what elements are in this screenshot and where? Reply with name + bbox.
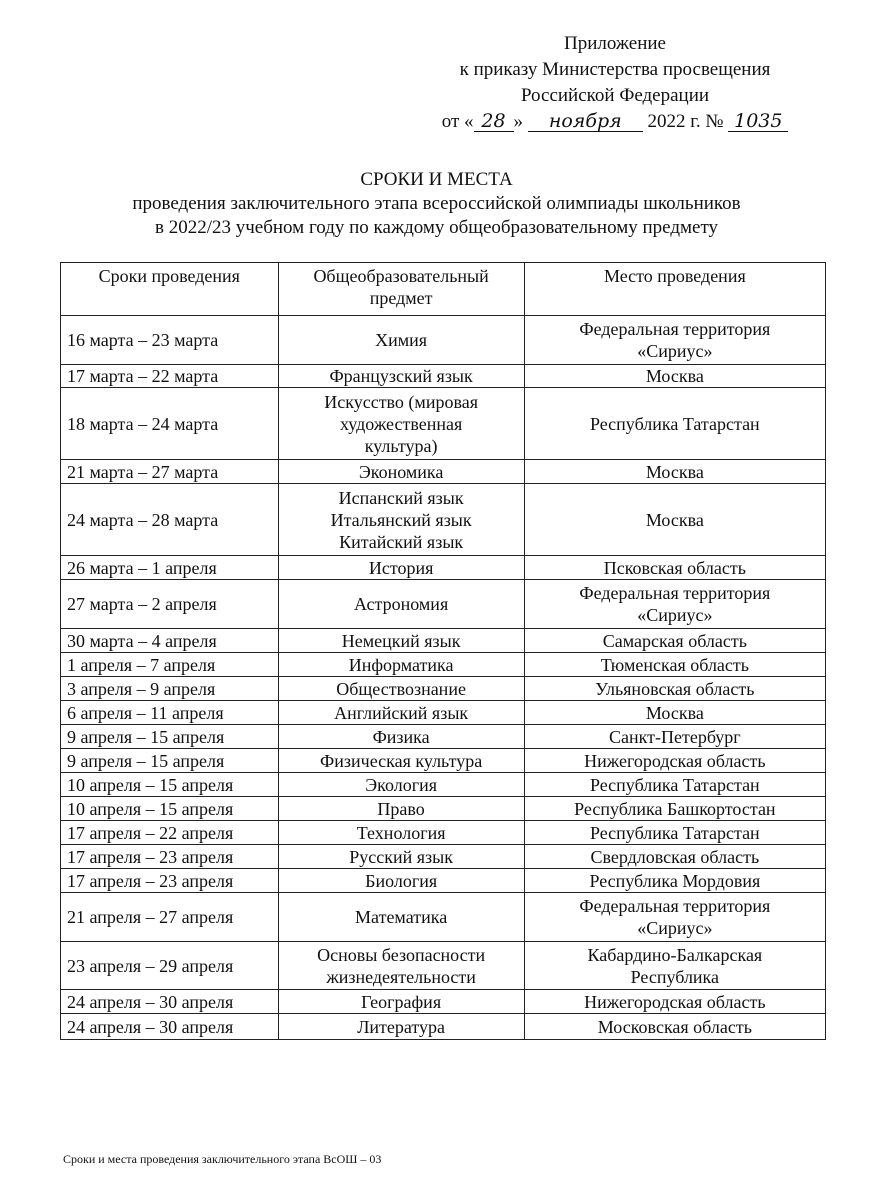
place-line: Федеральная территория — [579, 319, 771, 339]
cell-place — [524, 845, 825, 869]
table-row — [61, 484, 826, 556]
cell-place — [524, 942, 825, 990]
column-header-dates: Сроки проведения — [61, 263, 279, 316]
page-footer: Сроки и места проведения заключительного этапа ВсОШ – 03 — [63, 1152, 382, 1166]
cell-place — [524, 893, 825, 942]
subject-line: Астрономия — [354, 594, 449, 614]
subject-line: История — [368, 557, 434, 578]
subject-line: Китайский язык — [339, 531, 464, 552]
place-line: Федеральная территория — [579, 896, 771, 916]
cell-subject — [278, 484, 524, 556]
cell-subject — [278, 580, 524, 629]
table-header-row — [61, 263, 826, 316]
cell-dates: 16 марта – 23 марта — [61, 316, 279, 365]
table-row — [61, 316, 826, 365]
table-row — [61, 869, 826, 893]
cell-place — [524, 990, 825, 1014]
cell-dates: 23 апреля – 29 апреля — [61, 942, 279, 990]
place-line: Москва — [645, 461, 704, 482]
appendix-header — [380, 31, 850, 135]
table-row — [61, 942, 826, 990]
table-row — [61, 653, 826, 677]
cell-place — [524, 629, 825, 653]
cell-place — [524, 701, 825, 725]
place-line: Москва — [645, 366, 704, 386]
handwritten-day: 28 — [474, 111, 514, 132]
cell-place — [524, 365, 825, 388]
place-line: Нижегородская область — [584, 750, 766, 771]
subject-line: Право — [377, 798, 425, 819]
cell-dates: 17 апреля – 22 апреля — [61, 821, 279, 845]
place-line: «Сириус» — [637, 605, 713, 625]
place-line: Псковская область — [603, 557, 746, 578]
table-row — [61, 893, 826, 942]
table-row — [61, 990, 826, 1014]
handwritten-month: ноября — [528, 111, 643, 132]
cell-subject — [278, 797, 524, 821]
place-line: Москва — [645, 702, 704, 723]
year-text: 2022 г. № — [647, 111, 724, 132]
subject-line: Искусство (мировая — [324, 391, 478, 412]
order-ministry-line: к приказу Министерства просвещения — [459, 59, 771, 80]
order-date-line — [380, 109, 850, 135]
cell-subject — [278, 629, 524, 653]
cell-dates: 17 апреля – 23 апреля — [61, 869, 279, 893]
cell-place — [524, 797, 825, 821]
schedule-table — [60, 262, 826, 1040]
place-line: Тюменская область — [600, 654, 749, 675]
title-line-2: в 2022/23 учебном году по каждому общеобразовательному предмету — [154, 217, 719, 238]
place-line: Московская область — [597, 1016, 752, 1037]
cell-dates: 9 апреля – 15 апреля — [61, 725, 279, 749]
cell-subject — [278, 869, 524, 893]
table-row — [61, 460, 826, 484]
cell-subject — [278, 316, 524, 365]
table-row — [61, 701, 826, 725]
subject-line: Французский язык — [329, 366, 473, 386]
table-row — [61, 580, 826, 629]
place-line: Санкт-Петербург — [608, 726, 741, 747]
table-row — [61, 725, 826, 749]
subject-line: Физическая культура — [320, 750, 483, 771]
place-line: Республика — [630, 966, 720, 987]
cell-subject — [278, 893, 524, 942]
cell-subject — [278, 677, 524, 701]
cell-dates: 9 апреля – 15 апреля — [61, 749, 279, 773]
table-row — [61, 821, 826, 845]
place-line: «Сириус» — [637, 918, 713, 938]
cell-place — [524, 484, 825, 556]
subject-line: Технология — [356, 822, 446, 843]
cell-place — [524, 460, 825, 484]
cell-dates: 17 апреля – 23 апреля — [61, 845, 279, 869]
subject-line: культура) — [364, 435, 438, 456]
cell-dates: 30 марта – 4 апреля — [61, 629, 279, 653]
subject-line: Обществознание — [336, 678, 466, 699]
cell-place — [524, 1014, 825, 1040]
subject-line: Биология — [365, 870, 438, 891]
subject-line: художественная — [339, 413, 463, 434]
subject-line: Немецкий язык — [341, 630, 461, 651]
cell-dates: 6 апреля – 11 апреля — [61, 701, 279, 725]
date-prefix: от « — [441, 111, 474, 132]
subject-line: Литература — [357, 1016, 446, 1037]
table-row — [61, 556, 826, 580]
subject-line: Английский язык — [334, 702, 469, 723]
table-row — [61, 365, 826, 388]
cell-place — [524, 653, 825, 677]
table-row — [61, 1014, 826, 1040]
cell-place — [524, 869, 825, 893]
cell-place — [524, 725, 825, 749]
place-line: Москва — [645, 509, 704, 530]
title-line-1: проведения заключительного этапа всероссийской олимпиады школьников — [132, 193, 741, 214]
title-heading: СРОКИ И МЕСТА — [360, 169, 513, 190]
subject-line: Итальянский язык — [330, 509, 472, 530]
cell-subject — [278, 388, 524, 460]
subject-line: Экология — [365, 774, 437, 795]
cell-place — [524, 388, 825, 460]
cell-dates: 18 марта – 24 марта — [61, 388, 279, 460]
cell-place — [524, 316, 825, 365]
place-line: Федеральная территория — [579, 583, 771, 603]
table-body — [61, 316, 826, 1040]
cell-dates: 21 марта – 27 марта — [61, 460, 279, 484]
place-line: Республика Башкортостан — [574, 798, 776, 819]
subject-line: Испанский язык — [338, 487, 464, 508]
cell-dates: 17 марта – 22 марта — [61, 365, 279, 388]
document-title — [0, 168, 873, 240]
cell-subject — [278, 749, 524, 773]
cell-place — [524, 749, 825, 773]
cell-dates: 10 апреля – 15 апреля — [61, 797, 279, 821]
cell-subject — [278, 1014, 524, 1040]
table-row — [61, 629, 826, 653]
place-line: «Сириус» — [637, 341, 713, 361]
order-federation-line: Российской Федерации — [520, 85, 710, 106]
cell-subject — [278, 556, 524, 580]
table-row — [61, 388, 826, 460]
cell-place — [524, 821, 825, 845]
subject-line: жизнедеятельности — [326, 966, 476, 987]
cell-place — [524, 580, 825, 629]
handwritten-order-number: 1035 — [728, 111, 788, 132]
subject-line: Русский язык — [349, 846, 453, 867]
cell-subject — [278, 990, 524, 1014]
table-row — [61, 677, 826, 701]
cell-place — [524, 773, 825, 797]
place-line: Нижегородская область — [584, 991, 766, 1012]
place-line: Республика Татарстан — [589, 413, 760, 434]
cell-dates: 27 марта – 2 апреля — [61, 580, 279, 629]
subject-line: Основы безопасности — [317, 944, 486, 965]
place-line: Республика Татарстан — [589, 822, 760, 843]
subject-line: Химия — [375, 330, 428, 350]
column-header-subject: Общеобразовательный предмет — [278, 263, 524, 316]
cell-subject — [278, 460, 524, 484]
cell-subject — [278, 845, 524, 869]
table-row — [61, 749, 826, 773]
cell-place — [524, 556, 825, 580]
table-row — [61, 797, 826, 821]
place-line: Кабардино-Балкарская — [587, 944, 763, 965]
cell-dates: 24 марта – 28 марта — [61, 484, 279, 556]
appendix-label: Приложение — [564, 33, 666, 54]
cell-dates: 24 апреля – 30 апреля — [61, 1014, 279, 1040]
cell-subject — [278, 653, 524, 677]
subject-line: Физика — [372, 726, 430, 747]
place-line: Самарская область — [602, 630, 747, 651]
place-line: Свердловская область — [590, 846, 760, 867]
subject-line: Информатика — [348, 654, 454, 675]
cell-dates: 10 апреля – 15 апреля — [61, 773, 279, 797]
cell-dates: 3 апреля – 9 апреля — [61, 677, 279, 701]
subject-line: Математика — [355, 907, 448, 927]
cell-subject — [278, 365, 524, 388]
place-line: Ульяновская область — [595, 678, 755, 699]
cell-subject — [278, 821, 524, 845]
cell-dates: 1 апреля – 7 апреля — [61, 653, 279, 677]
column-header-place: Место проведения — [524, 263, 825, 316]
cell-subject — [278, 773, 524, 797]
date-mid: » — [513, 111, 524, 132]
table-row — [61, 773, 826, 797]
cell-dates: 21 апреля – 27 апреля — [61, 893, 279, 942]
cell-subject — [278, 725, 524, 749]
cell-place — [524, 677, 825, 701]
subject-line: География — [361, 991, 442, 1012]
cell-subject — [278, 942, 524, 990]
subject-line: Экономика — [358, 461, 444, 482]
cell-dates: 26 марта – 1 апреля — [61, 556, 279, 580]
cell-subject — [278, 701, 524, 725]
place-line: Республика Татарстан — [589, 774, 760, 795]
cell-dates: 24 апреля – 30 апреля — [61, 990, 279, 1014]
place-line: Республика Мордовия — [589, 870, 761, 891]
table-row — [61, 845, 826, 869]
